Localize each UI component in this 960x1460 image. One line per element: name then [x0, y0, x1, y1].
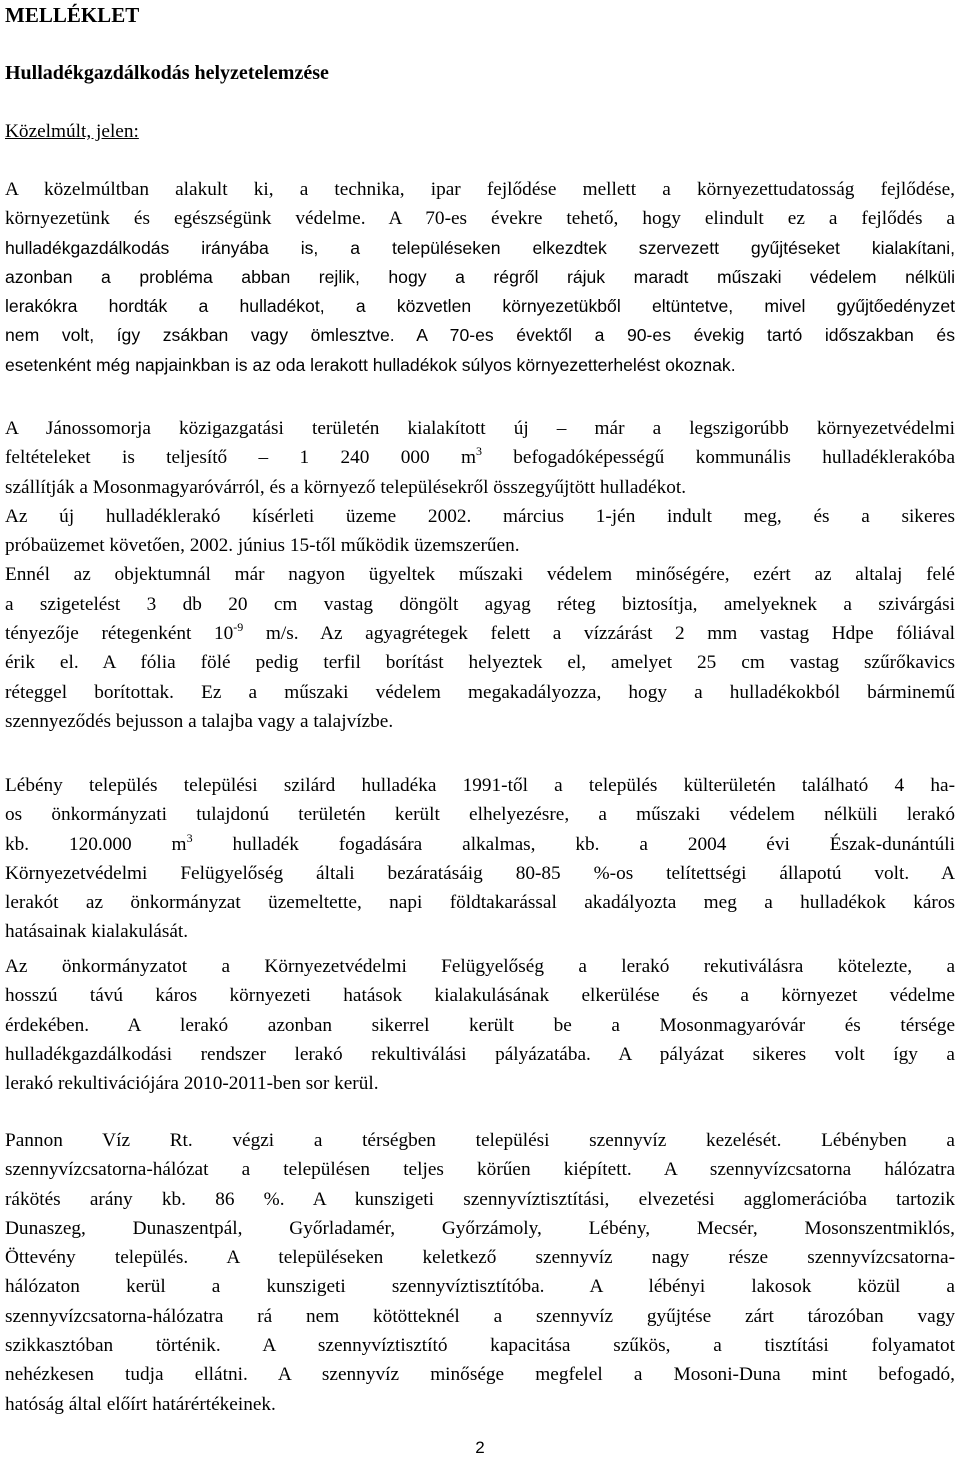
- superscript: 3: [186, 830, 193, 845]
- text-line: Pannon Víz Rt. végzi a térségben települési szennyvíz kezelését. Lébényben a: [5, 1130, 955, 1151]
- page-number: 2: [475, 1438, 485, 1457]
- text-line: érik el. A fólia fölé pedig terfil borítást helyeztek el, amelyet 25 cm vastag szűrőkavics: [5, 652, 955, 674]
- text-line: szikkasztóban történik. A szennyvíztisztító kapacitása szűkös, a tisztítási folyamatot: [5, 1335, 955, 1357]
- text-line: hosszú távú káros környezeti hatások kialakulásának elkerülése és a környezet védelme: [5, 985, 955, 1007]
- text-line: a szigetelést 3 db 20 cm vastag döngölt agyag réteg biztosítja, amelyeknek a szivárgási: [5, 593, 955, 615]
- text-line: szennyvízcsatorna-hálózatra rá nem kötötteknél a szennyvíz gyűjtése zárt tározóban vagy: [5, 1305, 955, 1327]
- superscript: 3: [475, 444, 482, 459]
- section-heading: Közelmúlt, jelen:: [5, 121, 139, 142]
- text-line: réteggel borítottak. Ez a műszaki védelem megakadályozza, hogy a hulladékokból bárminemű: [5, 681, 955, 703]
- text-line: Környezetvédelmi Felügyelőség általi bezáratásáig 80-85 %-os telítettségi állapotú volt. A: [5, 862, 955, 884]
- text-line: Öttevény település. A településeken keletkező szennyvíz nagy része szennyvízcsatorna-: [5, 1247, 955, 1269]
- text-fragment: hulladék fogadására alkalmas, kb. a 2004 évi Észak-dunántúli: [192, 833, 956, 855]
- text-fragment: feltételeket is teljesítő – 1 240 000 m: [5, 447, 476, 469]
- text-line: nehézkesen tudja ellátni. A szennyvíz minősége megfelel a Mosoni-Duna mint befogadó,: [5, 1364, 955, 1386]
- text-line: Dunaszeg, Dunaszentpál, Győrladamér, Győrzámoly, Lébény, Mecsér, Mosonszentmiklós,: [5, 1217, 955, 1239]
- text-line: lerakó rekultivációjára 2010-2011-ben sor kerül.: [5, 1073, 379, 1095]
- text-line: hulladékgazdálkodási rendszer lerakó rekultiválási pályázatába. A pályázat sikeres volt így a: [5, 1043, 955, 1065]
- text-line: Ennél az objektumnál már nagyon ügyeltek műszaki védelem minőségére, ezért az altalaj felé: [5, 564, 955, 586]
- text-line: szállítják a Mosonmagyaróvárról, és a környező településekről összegyűjtött hulladékot.: [5, 476, 687, 498]
- text-line: hulladékgazdálkodás irányába is, a településeken elkezdtek szervezett gyűjtéseket kialakítani,: [5, 237, 955, 258]
- text-fragment: tényezője rétegenként 10: [5, 623, 234, 645]
- text-fragment: befogadóképességű kommunális hulladéklerakóba: [481, 447, 956, 469]
- text-line: rákötés arány kb. 86 %. A kunszigeti szennyvíztisztítási, elvezetési agglomerációba tartozik: [5, 1188, 955, 1210]
- text-line: Az önkormányzatot a Környezetvédelmi Felügyelőség a lerakó rekutiválásra kötelezte, a: [5, 956, 955, 977]
- paragraph-history: [5, 175, 955, 380]
- document-subtitle: Hulladékgazdálkodás helyzetelemzése: [5, 62, 329, 84]
- text-line: [5, 830, 955, 859]
- text-line: környezetünk és egészségünk védelme. A 70-es évekre tehető, hogy elindult ez a fejlődés a: [5, 208, 955, 230]
- text-line: lerakót az önkormányzat üzemeltette, napi földtakarással akadályozta meg a hulladékok káros: [5, 892, 955, 914]
- text-fragment: m/s. Az agyagrétegek felett a vízzárást 2 mm vastag Hdpe fóliával: [243, 623, 955, 645]
- paragraph-lebeny: [5, 771, 955, 947]
- text-line: A Jánossomorja közigazgatási területén kialakított új – már a legszigorúbb környezetvédelmi: [5, 418, 955, 439]
- text-line: Lébény település települési szilárd hulladéka 1991-től a település külterületén található 4 ha-: [5, 775, 955, 796]
- paragraph-landfill: [5, 414, 955, 736]
- text-line: lerakókra hordták a hulladékot, a közvetlen környezetükből eltüntetve, mivel gyűjtőedényzet: [5, 296, 955, 317]
- text-line: Az új hulladéklerakó kísérleti üzeme 2002. március 1-jén indult meg, és a sikeres: [5, 505, 955, 527]
- text-line: érdekében. A lerakó azonban sikerrel került be a Mosonmagyaróvár és térsége: [5, 1014, 955, 1036]
- text-line: os önkormányzati tulajdonú területén került elhelyezésre, a műszaki védelem nélküli lerakó: [5, 804, 955, 826]
- text-line: hatásainak kialakulását.: [5, 921, 189, 943]
- text-line: hatóság által előírt határértékeinek.: [5, 1393, 276, 1415]
- text-line: nem volt, így zsákban vagy ömlesztve. A 70-es évektől a 90-es évekig tartó időszakban és: [5, 325, 955, 346]
- paragraph-recultivation: [5, 952, 955, 1098]
- text-line: esetenként még napjainkban is az oda lerakott hulladékok súlyos környezetterhelést okoznak.: [5, 354, 736, 375]
- superscript: -9: [233, 620, 244, 635]
- text-line: [5, 619, 955, 648]
- text-fragment: kb. 120.000 m: [5, 833, 187, 855]
- document-title: MELLÉKLET: [5, 3, 140, 27]
- text-line: azonban a probléma abban rejlik, hogy a régről rájuk maradt műszaki védelem nélküli: [5, 266, 955, 287]
- text-line: szennyvízcsatorna-hálózat a településen teljes körűen kiépített. A szennyvízcsatorna hálózatra: [5, 1159, 955, 1181]
- text-line: szennyeződés bejusson a talajba vagy a talajvízbe.: [5, 710, 394, 732]
- text-line: [5, 443, 955, 472]
- paragraph-wastewater: [5, 1126, 955, 1419]
- text-line: próbaüzemet követően, 2002. június 15-től működik üzemszerűen.: [5, 535, 520, 557]
- text-line: A közelmúltban alakult ki, a technika, ipar fejlődése mellett a környezettudatosság fejlődése,: [5, 179, 955, 200]
- text-line: hálózaton kerül a kunszigeti szennyvíztisztítóba. A lébényi lakosok közül a: [5, 1276, 955, 1298]
